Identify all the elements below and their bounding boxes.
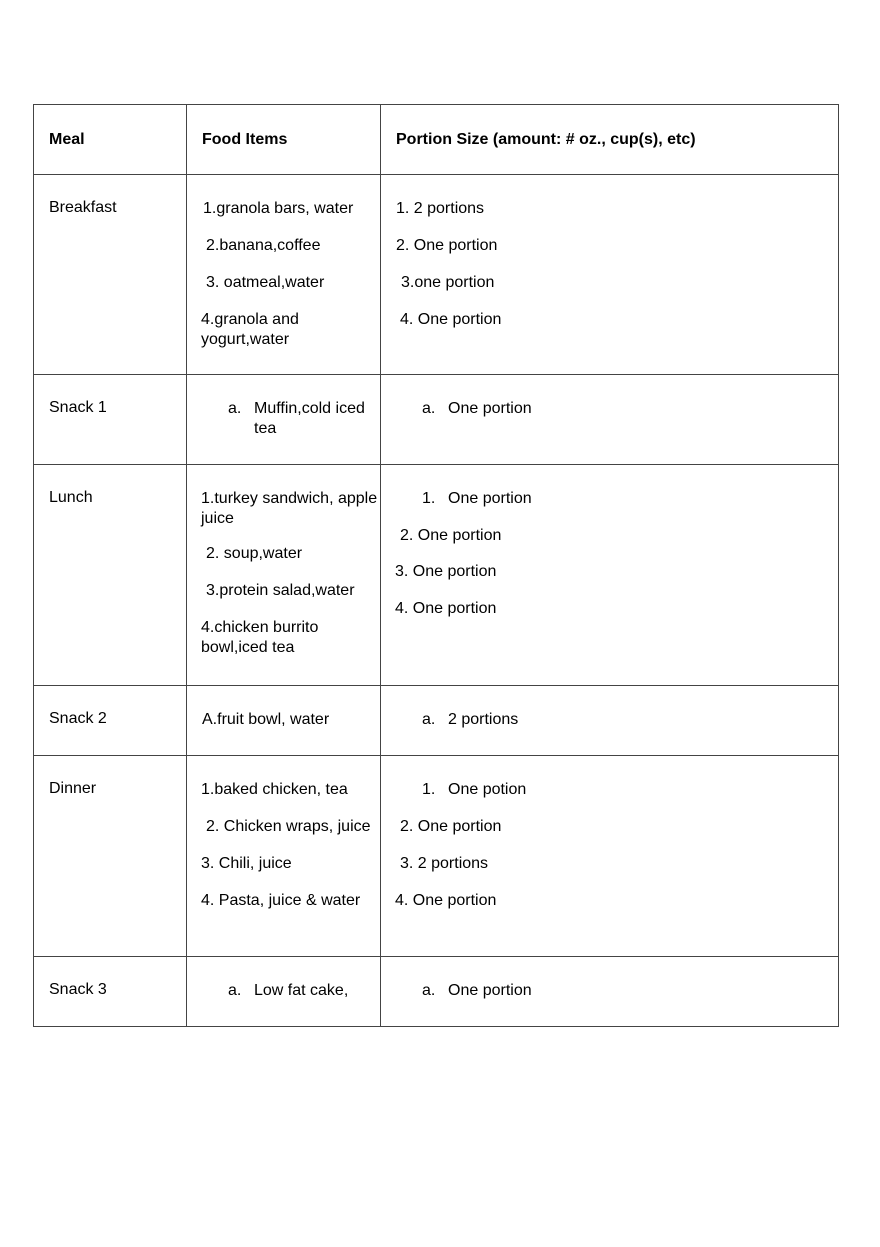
food-cell [187, 756, 381, 957]
food-item: 4.chicken burrito bowl,iced tea [201, 619, 319, 656]
meal-plan-table [33, 104, 839, 1027]
list-marker: a. [422, 982, 436, 999]
table-row-dinner [34, 756, 839, 957]
portion-item: 1. 2 portions [396, 200, 485, 217]
portion-item: 3.one portion [401, 274, 495, 291]
food-cell [187, 465, 381, 686]
food-item: 1.granola bars, water [203, 200, 354, 217]
food-cell [187, 375, 381, 465]
portion-item: 2. One portion [396, 237, 498, 254]
portion-item: 3. 2 portions [400, 855, 489, 872]
portion-item-text: 2 portions [448, 711, 519, 728]
table-row-snack-2 [34, 686, 839, 756]
food-cell [187, 175, 381, 375]
meal-cell [34, 465, 187, 686]
header-portion-label: Portion Size (amount: # oz., cup(s), etc) [396, 131, 696, 148]
food-item: 3.protein salad,water [206, 582, 355, 599]
meal-cell [34, 756, 187, 957]
food-item: 4. Pasta, juice & water [201, 892, 361, 909]
portion-item [381, 489, 838, 509]
food-item: 2. Chicken wraps, juice [206, 818, 371, 835]
meal-label: Snack 2 [49, 710, 107, 727]
list-marker: 1. [422, 490, 436, 507]
meal-label: Snack 1 [49, 399, 107, 416]
portion-item-text: One portion [448, 490, 532, 507]
food-item [187, 399, 380, 439]
header-food-label: Food Items [202, 131, 288, 148]
portion-item: 4. One portion [395, 892, 497, 909]
list-marker: a. [228, 400, 242, 417]
food-item: 3. oatmeal,water [206, 274, 325, 291]
list-marker: a. [228, 982, 242, 999]
food-item: 2. soup,water [206, 545, 303, 562]
food-item-text: Low fat cake, [254, 982, 349, 999]
portion-cell [381, 957, 839, 1027]
meal-cell [34, 375, 187, 465]
food-item [187, 981, 380, 1001]
food-item: 1.baked chicken, tea [201, 781, 348, 798]
food-item-text: Muffin,cold iced tea [254, 400, 365, 437]
food-cell [187, 686, 381, 756]
portion-item [381, 399, 838, 419]
portion-item: 4. One portion [395, 600, 497, 617]
portion-item: 3. One portion [395, 563, 497, 580]
table-row-snack-3 [34, 957, 839, 1027]
list-marker: a. [422, 400, 436, 417]
header-row [34, 105, 839, 175]
list-marker: 1. [422, 781, 436, 798]
header-food-items [187, 105, 381, 175]
food-cell [187, 957, 381, 1027]
portion-item-text: One portion [448, 982, 532, 999]
meal-label: Dinner [49, 780, 97, 797]
food-item: 2.banana,coffee [206, 237, 321, 254]
list-marker: a. [422, 711, 436, 728]
portion-cell [381, 175, 839, 375]
meal-cell [34, 957, 187, 1027]
portion-cell [381, 756, 839, 957]
header-meal [34, 105, 187, 175]
portion-item [381, 710, 838, 730]
portion-cell [381, 465, 839, 686]
table-row-snack-1 [34, 375, 839, 465]
food-item: 1.turkey sandwich, apple juice [201, 490, 378, 527]
food-item: 4.granola and yogurt,water [201, 311, 299, 348]
header-portion-size [381, 105, 839, 175]
portion-item [381, 780, 838, 800]
meal-label: Lunch [49, 489, 93, 506]
table-row-breakfast [34, 175, 839, 375]
food-item: 3. Chili, juice [201, 855, 292, 872]
portion-cell [381, 375, 839, 465]
portion-item: 2. One portion [400, 818, 502, 835]
food-item: A.fruit bowl, water [202, 711, 330, 728]
portion-item-text: One potion [448, 781, 527, 798]
portion-item: 4. One portion [400, 311, 502, 328]
portion-item [381, 981, 838, 1001]
meal-cell [34, 175, 187, 375]
portion-cell [381, 686, 839, 756]
portion-item: 2. One portion [400, 527, 502, 544]
meal-label: Breakfast [49, 199, 117, 216]
meal-label: Snack 3 [49, 981, 107, 998]
table-row-lunch [34, 465, 839, 686]
meal-cell [34, 686, 187, 756]
portion-item-text: One portion [448, 400, 532, 417]
header-meal-label: Meal [49, 131, 85, 148]
